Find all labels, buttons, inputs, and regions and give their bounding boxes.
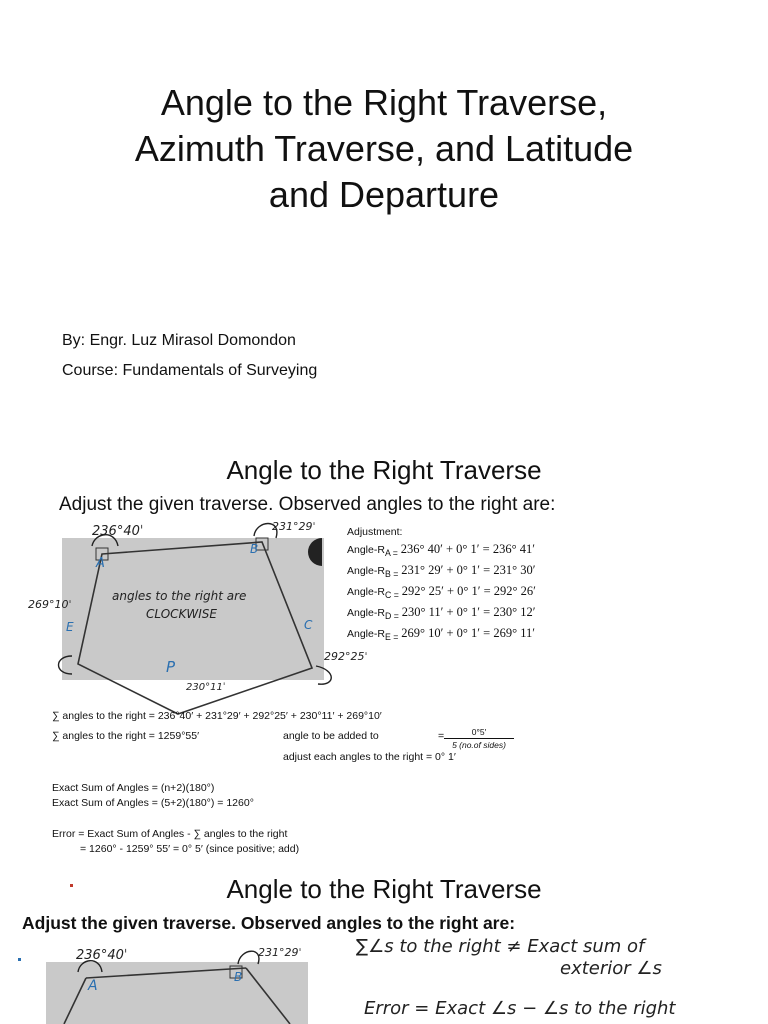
exact-sum-value: Exact Sum of Angles = (5+2)(180°) = 1260° xyxy=(52,797,254,809)
compass-mark xyxy=(308,538,322,566)
error-formula: Error = Exact Sum of Angles - ∑ angles to the right xyxy=(52,828,288,840)
handwritten-note-3: Error = Exact ∠s − ∠s to the right xyxy=(364,998,676,1019)
station-c: C xyxy=(304,618,313,632)
slide-subtitle: Adjust the given traverse. Observed angles to the right are: xyxy=(59,494,556,515)
traverse-edge-ae xyxy=(64,978,86,1024)
angle-label-a: 236°40ˈ xyxy=(92,524,144,539)
station-a: A xyxy=(88,978,98,994)
sum-angles-line: ∑ angles to the right = 236°40′ + 231°29′ + 292°25′ + 230°11′ + 269°10′ xyxy=(52,710,382,722)
title-line-2: Azimuth Traverse, and Latitude xyxy=(134,128,634,169)
adjust-each-line: adjust each angles to the right = 0° 1′ xyxy=(283,751,456,763)
correction-fraction xyxy=(444,727,514,750)
angle-label-e: 269°10ˈ xyxy=(28,598,72,611)
adjustment-row: Angle-$R_{C =}$ 292° 25′ + 0° 1′ = 292° 26′ xyxy=(347,584,536,601)
diagram-note-2: CLOCKWISE xyxy=(146,607,217,621)
angle-arc-c xyxy=(316,666,331,684)
angle-added-label: angle to be added to xyxy=(283,730,379,742)
handwritten-note-1: ∑∠s to the right ≠ Exact sum of xyxy=(356,936,645,957)
angle-label-b: 231°29ˈ xyxy=(272,520,316,533)
angle-label-c: 292°25ˈ xyxy=(324,650,368,663)
fraction-numerator: 0°5′ xyxy=(444,727,514,739)
adjustment-block xyxy=(347,524,536,646)
title-line-1: Angle to the Right Traverse, xyxy=(160,82,608,123)
slide-title: Angle to the Right Traverse xyxy=(226,874,542,904)
adjustment-heading: Adjustment: xyxy=(347,526,403,538)
page-title xyxy=(80,80,688,218)
fraction-equals: = xyxy=(438,730,445,742)
angle-label-a: 236°40ˈ xyxy=(76,948,128,963)
handwritten-note-2: exterior ∠s xyxy=(560,958,662,979)
angle-arc-b xyxy=(238,951,259,964)
sum-angles-total: ∑ angles to the right = 1259°55′ xyxy=(52,730,200,742)
adjustment-row: Angle-$R_{B =}$ 231° 29′ + 0° 1′ = 231° 30′ xyxy=(347,563,536,580)
station-p: P xyxy=(166,658,176,676)
title-slide xyxy=(0,0,768,425)
exact-sum-formula: Exact Sum of Angles = (n+2)(180°) xyxy=(52,782,215,794)
traverse-edge-bc xyxy=(246,968,290,1024)
title-line-3: and Departure xyxy=(268,174,500,215)
station-b: B xyxy=(250,542,259,556)
adjustment-row: Angle-$R_{E =}$ 269° 10′ + 0° 1′ = 269° 11′ xyxy=(347,626,535,643)
station-a: A xyxy=(96,556,105,571)
slide-title: Angle to the Right Traverse xyxy=(226,455,542,485)
adjustment-row: Angle-$R_{D =}$ 230° 11′ + 0° 1′ = 230° 12′ xyxy=(347,605,536,622)
fraction-denominator: 5 (no.of sides) xyxy=(452,740,506,750)
angle-arc-e xyxy=(59,656,73,674)
station-e: E xyxy=(66,620,74,634)
traverse-edge-ab xyxy=(86,968,246,978)
course-line: Course: Fundamentals of Surveying xyxy=(62,362,318,379)
error-value: = 1260° - 1259° 55′ = 0° 5′ (since positive; add) xyxy=(80,843,300,855)
diagram-note-1: angles to the right are xyxy=(112,589,247,603)
adjustment-row: Angle-$R_{A =}$ 236° 40′ + 0° 1′ = 236° 41′ xyxy=(347,542,535,559)
traverse-slide-2 xyxy=(0,862,768,1024)
author-line: By: Engr. Luz Mirasol Domondon xyxy=(62,332,296,349)
slide-subtitle: Adjust the given traverse. Observed angles to the right are: xyxy=(22,913,516,933)
angle-label-b: 231°29ˈ xyxy=(258,946,302,959)
station-b: B xyxy=(234,970,243,984)
traverse-slide-1 xyxy=(0,440,768,860)
angle-label-p: 230°11ˈ xyxy=(186,682,226,693)
